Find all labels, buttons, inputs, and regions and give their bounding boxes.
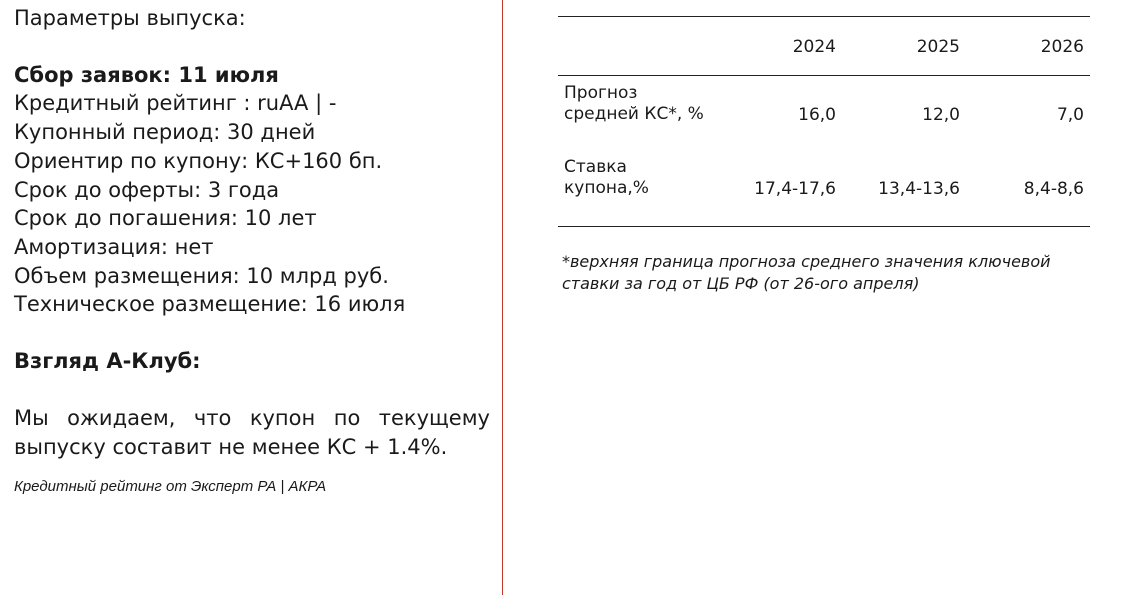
- table-cell: 8,4-8,6: [1023, 179, 1084, 199]
- row-label-line: купона,%: [564, 178, 649, 198]
- table-cell: 16,0: [798, 105, 836, 125]
- param-placement: Техническое размещение: 16 июля: [14, 292, 406, 317]
- spacer: [14, 33, 490, 61]
- vertical-divider: [502, 0, 503, 595]
- param-amortization: Амортизация: нет: [14, 234, 214, 259]
- params-heading: Параметры выпуска:: [14, 6, 246, 30]
- header-year: 2025: [916, 37, 960, 57]
- table-footnote: *верхняя граница прогноза среднего значения ключевой ставки за год от ЦБ РФ (от 26-ого апреля): [562, 252, 1051, 293]
- table-cell: 17,4-17,6: [754, 179, 836, 199]
- table-cell: 13,4-13,6: [878, 179, 960, 199]
- table-cell: 7,0: [1056, 105, 1084, 125]
- table-row: [558, 76, 1090, 152]
- view-heading: Взгляд А-Клуб:: [14, 349, 201, 374]
- param-coupon-period: Купонный период: 30 дней: [14, 120, 316, 145]
- row-label-line: Прогноз: [564, 83, 638, 103]
- table-row: [558, 151, 1090, 227]
- param-rating: Кредитный рейтинг : ruAA | -: [14, 91, 337, 116]
- spacer: [14, 376, 490, 404]
- param-offer-term: Срок до оферты: 3 года: [14, 177, 280, 202]
- header-empty: [558, 17, 736, 76]
- row-label-line: средней КС*, %: [564, 104, 704, 124]
- header-year: 2026: [1040, 37, 1084, 57]
- row-label-line: Ставка: [564, 157, 627, 177]
- row-label: [558, 76, 736, 152]
- forecast-panel: [558, 16, 1090, 295]
- param-volume: Объем размещения: 10 млрд руб.: [14, 263, 389, 288]
- param-coupon-guidance: Ориентир по купону: КС+160 бп.: [14, 148, 383, 173]
- table-cell: 12,0: [922, 105, 960, 125]
- book-date: Сбор заявок: 11 июля: [14, 62, 279, 87]
- header-year: 2024: [792, 37, 836, 57]
- param-maturity: Срок до погашения: 10 лет: [14, 206, 317, 231]
- issue-parameters-panel: [14, 4, 490, 495]
- forecast-table: [558, 16, 1090, 227]
- view-text: Мы ожидаем, что купон по текущему выпуску составит не менее КС + 1.4%.: [14, 405, 490, 459]
- spacer: [14, 319, 490, 347]
- rating-source-note: Кредитный рейтинг от Эксперт РА | АКРА: [14, 477, 327, 495]
- table-header-row: [558, 17, 1090, 76]
- row-label: [558, 151, 736, 227]
